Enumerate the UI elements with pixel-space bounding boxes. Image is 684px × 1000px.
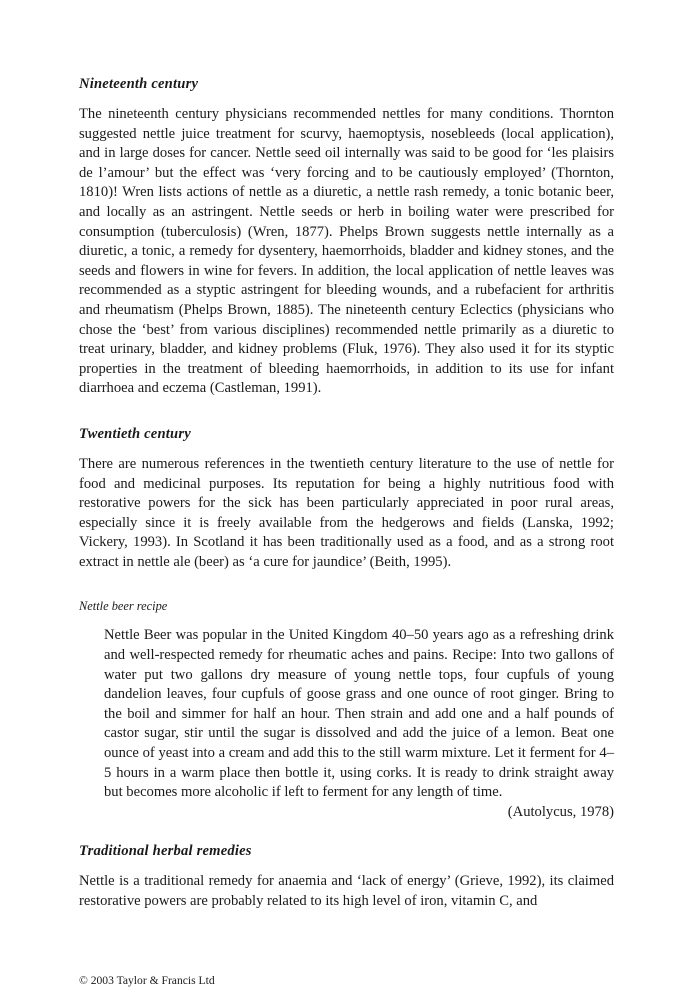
section-heading-nineteenth-century: Nineteenth century [79, 76, 199, 92]
section-heading-traditional-herbal-remedies: Traditional herbal remedies [79, 843, 252, 860]
paragraph-twentieth-century: There are numerous references in the twentieth century literature to the use of nettle for food and medicinal purposes. Its reputation for being a highly nutritious food with restorative powers for the sick has been particularly appreciated in poor rural areas, especially since it is freely available from the hedgerows and fields (Lanska, 1992; Vickery, 1993). In Scotland it has been traditionally used as a food, and as a strong root extract in nettle ale (beer) as ‘a cure for jaundice’ (Beith, 1995). [79, 455, 614, 570]
paragraph-nineteenth-century: The nineteenth century physicians recommended nettles for many conditions. Thornton suggested nettle juice treatment for scurvy, haemoptysis, nosebleeds (local application), and in large doses for cancer. Nettle seed oil internally was said to be good for ‘les plaisirs de l’amour’ but the effect was ‘very forcing and to be cautiously employed’ (Thornton, 1810)! Wren lists actions of nettle as a diuretic, a nettle rash remedy, a tonic botanic beer, and locally as an astringent. Nettle seeds or herb in boiling water were prescribed for consumption (tuberculosis) (Wren, 1877). Phelps Brown suggests nettle internally as a diuretic, a tonic, a remedy for dysentery, haemorrhoids, bladder and kidney stones, and the seeds and flowers in wine for fevers. In addition, the local application of nettle leaves was recommended as a styptic astringent for bleeding wounds, and a rubefacient for arthritis and rheumatism (Phelps Brown, 1885). The nineteenth century Eclectics (physicians who chose the ‘best’ from various disciplines) recommended nettle primarily as a diuretic to treat urinary, bladder, and kidney problems (Fluk, 1976). They also used it for its styptic properties in the treatment of bleeding haemorrhoids, in addition to its use for infant diarrhoea and eczema (Castleman, 1991). [79, 106, 614, 397]
recipe-blockquote [104, 626, 614, 822]
section-heading-twentieth-century: Twentieth century [79, 425, 191, 442]
paragraph-nettle-beer-recipe: Nettle Beer was popular in the United Kingdom 40–50 years ago as a refreshing drink and well-respected remedy for rheumatic aches and pains. Recipe: Into two gallons of water put two gallons dry measure of young nettle tops, four cupfuls of young dandelion leaves, four cupfuls of goose grass and one ounce of root ginger. Bring to the boil and simmer for half an hour. Then strain and add one and a half pounds of castor sugar, stir until the sugar is dissolved and add the juice of a lemon. Beat one ounce of yeast into a cream and add this to the still warm mixture. Let it ferment for 4–5 hours in a warm place then bottle it, using corks. It is ready to drink straight away but becomes more alcoholic if left to ferment for any length of time. [104, 627, 614, 801]
subheading-nettle-beer-recipe: Nettle beer recipe [79, 599, 168, 614]
copyright-footer: © 2003 Taylor & Francis Ltd [79, 974, 215, 987]
page-content [79, 76, 614, 912]
paragraph-traditional-herbal-remedies: Nettle is a traditional remedy for anaemia and ‘lack of energy’ (Grieve, 1992), its claimed restorative powers are probably related to its high level of iron, vitamin C, and [79, 873, 614, 909]
recipe-citation: (Autolycus, 1978) [507, 803, 614, 820]
